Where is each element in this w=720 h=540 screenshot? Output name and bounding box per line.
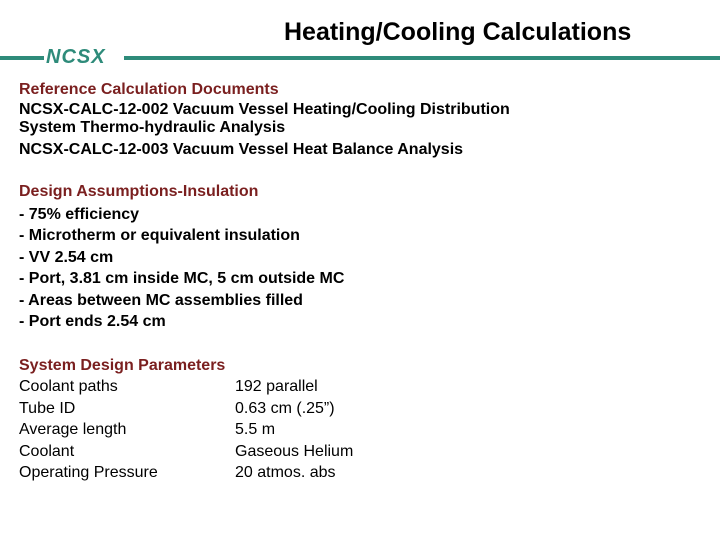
assumptions-heading: Design Assumptions-Insulation: [19, 183, 259, 200]
header-rule-left: [0, 56, 44, 60]
header-rule-right: [124, 56, 720, 60]
assumption-line: - Port, 3.81 cm inside MC, 5 cm outside MC: [19, 270, 345, 287]
parameter-label: Tube ID: [19, 400, 76, 417]
assumption-line: - VV 2.54 cm: [19, 249, 114, 266]
assumption-line: - Areas between MC assemblies filled: [19, 292, 303, 309]
reference-line: System Thermo-hydraulic Analysis: [19, 119, 286, 136]
slide-title: Heating/Cooling Calculations: [284, 18, 632, 46]
header-rule: [0, 53, 720, 63]
assumption-line: - Microtherm or equivalent insulation: [19, 227, 300, 244]
parameter-label: Operating Pressure: [19, 464, 158, 481]
parameter-value: 0.63 cm (.25”): [235, 400, 335, 417]
reference-line: NCSX-CALC-12-002 Vacuum Vessel Heating/Cooling Distribution: [19, 101, 510, 118]
parameter-value: 192 parallel: [235, 378, 318, 395]
ncsx-logo: NCSX: [46, 46, 106, 68]
parameter-value: 20 atmos. abs: [235, 464, 336, 481]
parameter-label: Coolant: [19, 443, 75, 460]
reference-line: NCSX-CALC-12-003 Vacuum Vessel Heat Balance Analysis: [19, 141, 464, 158]
references-heading: Reference Calculation Documents: [19, 81, 279, 98]
parameter-value: Gaseous Helium: [235, 443, 354, 460]
parameter-value: 5.5 m: [235, 421, 276, 438]
parameter-label: Average length: [19, 421, 127, 438]
assumption-line: - Port ends 2.54 cm: [19, 313, 166, 330]
parameter-label: Coolant paths: [19, 378, 118, 395]
parameters-heading: System Design Parameters: [19, 357, 226, 374]
assumption-line: - 75% efficiency: [19, 206, 140, 223]
